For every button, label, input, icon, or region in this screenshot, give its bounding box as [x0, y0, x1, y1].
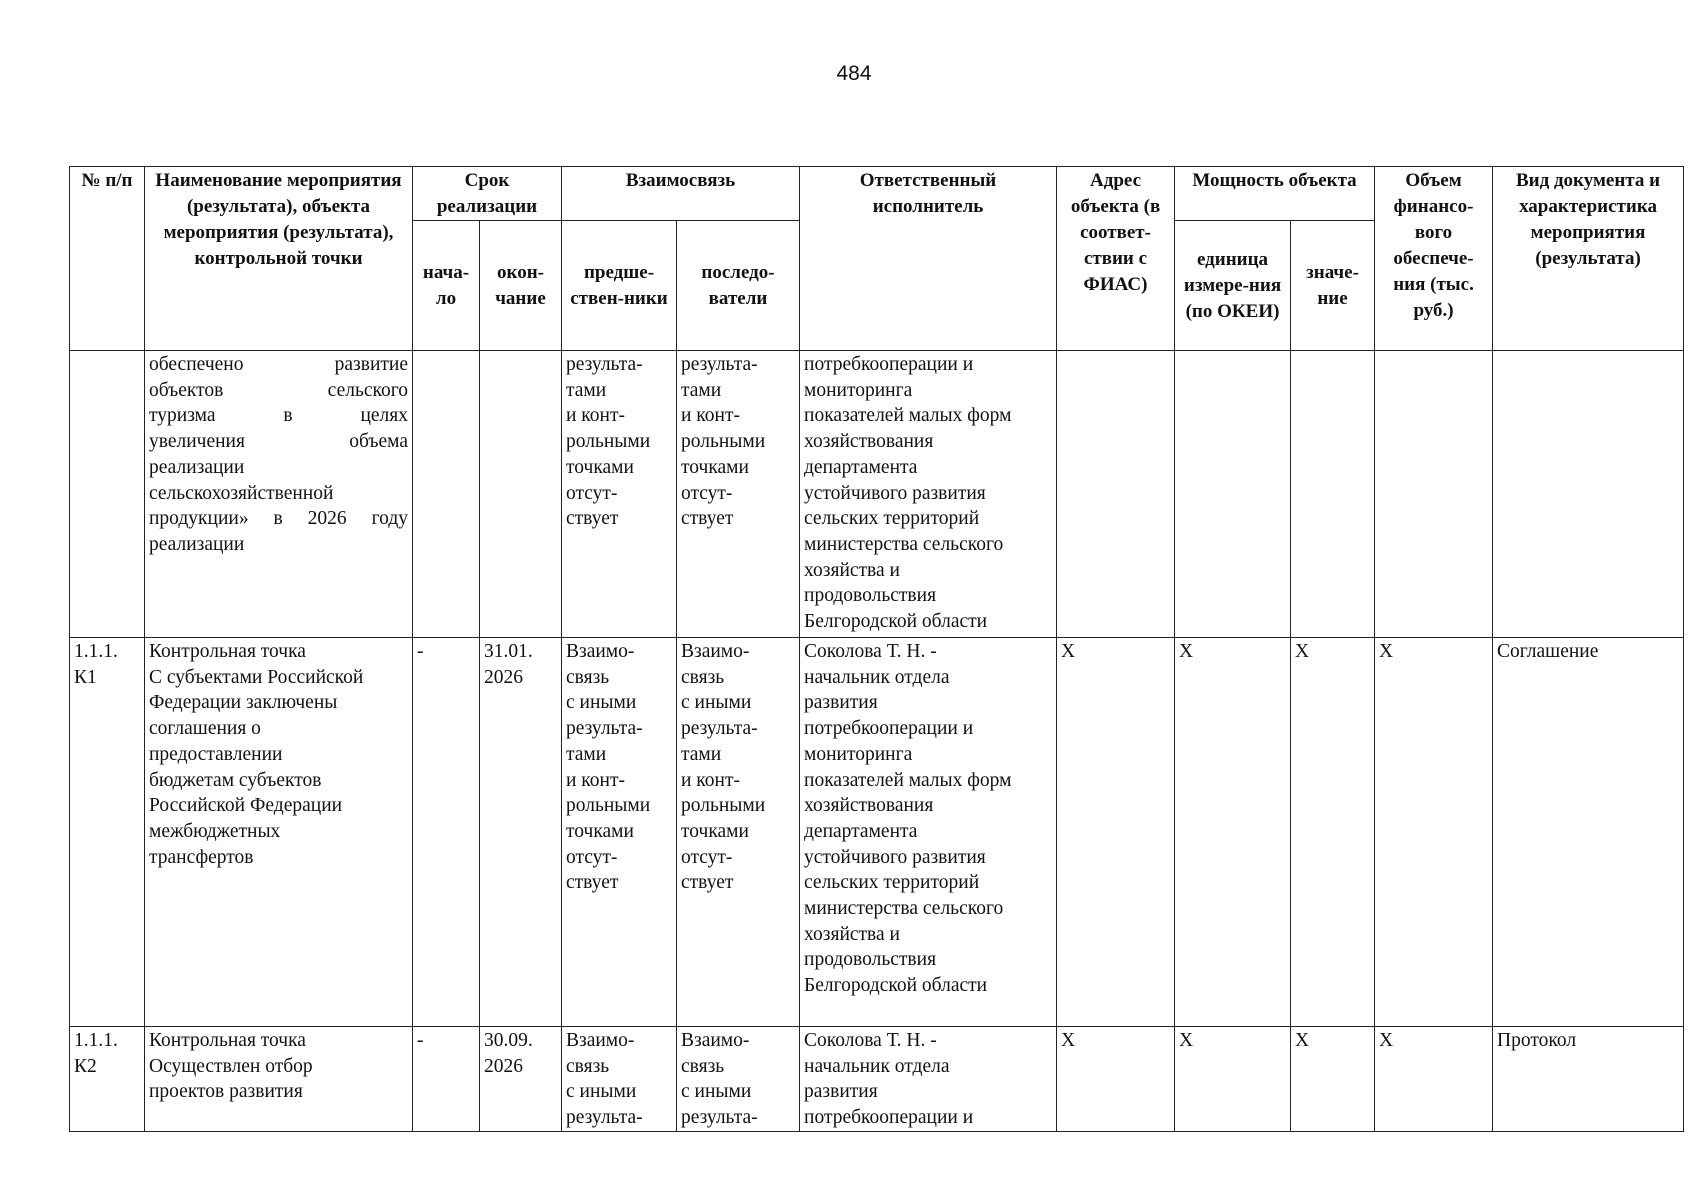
- header-doc-type: Вид документа и характеристика мероприятия (результата): [1493, 167, 1684, 351]
- cell-responsible: Соколова Т. Н. - начальник отдела развития потребкооперации и мониторинга показателей малых форм хозяйствования департамента устойчивого развития сельских территорий министерства сельского хозяйства и продовольствия Белгородской области: [800, 638, 1057, 1027]
- cell-prev: результа- тами и конт- рольными точками отсут- ствует: [562, 351, 677, 638]
- cell-finance: [1375, 351, 1493, 638]
- cell-finance: Х: [1375, 1027, 1493, 1132]
- cell-start: [413, 351, 480, 638]
- cell-name: Контрольная точка Осуществлен отбор проектов развития: [145, 1027, 413, 1132]
- table-header: [70, 167, 1684, 351]
- cell-prev: Взаимо- связь с иными результа- тами и конт- рольными точками отсут- ствует: [562, 638, 677, 1027]
- header-capacity-value: значе-ние: [1291, 221, 1375, 351]
- table-row: [70, 351, 1684, 638]
- table-row: [70, 638, 1684, 1027]
- cell-name: обеспечено развитие объектов сельского туризма в целях увеличения объема реализации сельскохозяйственной продукции» в 2026 году реализации: [145, 351, 413, 638]
- header-period-start: нача-ло: [413, 221, 480, 351]
- cell-start: -: [413, 638, 480, 1027]
- header-period: Срок реализации: [413, 167, 562, 221]
- header-period-end: окон-чание: [480, 221, 562, 351]
- page-number: 484: [836, 62, 872, 85]
- cell-next: Взаимо- связь с иными результа-: [677, 1027, 800, 1132]
- cell-num: [70, 351, 145, 638]
- cell-start: -: [413, 1027, 480, 1132]
- header-capacity-unit: единица измере-ния (по ОКЕИ): [1175, 221, 1291, 351]
- cell-num: 1.1.1. К2: [70, 1027, 145, 1132]
- cell-responsible: потребкооперации и мониторинга показателей малых форм хозяйствования департамента устойчивого развития сельских территорий министерства сельского хозяйства и продовольствия Белгородской области: [800, 351, 1057, 638]
- cell-doc: [1493, 351, 1684, 638]
- header-finance: Объем финансо-вого обеспече-ния (тыс. руб.): [1375, 167, 1493, 351]
- cell-value: [1291, 351, 1375, 638]
- header-address: Адрес объекта (в соответ-ствии с ФИАС): [1057, 167, 1175, 351]
- cell-address: Х: [1057, 1027, 1175, 1132]
- cell-end: 31.01. 2026: [480, 638, 562, 1027]
- plan-table: [69, 166, 1684, 1132]
- cell-unit: Х: [1175, 638, 1291, 1027]
- header-capacity: Мощность объекта: [1175, 167, 1375, 221]
- cell-next: результа- тами и конт- рольными точками отсут- ствует: [677, 351, 800, 638]
- cell-prev: Взаимо- связь с иными результа-: [562, 1027, 677, 1132]
- cell-name: Контрольная точка С субъектами Российской Федерации заключены соглашения о предоставлении бюджетам субъектов Российской Федерации межбюджетных трансфертов: [145, 638, 413, 1027]
- cell-num: 1.1.1. К1: [70, 638, 145, 1027]
- header-relation-next: последо-ватели: [677, 221, 800, 351]
- cell-value: Х: [1291, 638, 1375, 1027]
- cell-value: Х: [1291, 1027, 1375, 1132]
- cell-unit: [1175, 351, 1291, 638]
- cell-end: 30.09. 2026: [480, 1027, 562, 1132]
- header-name: Наименование мероприятия (результата), объекта мероприятия (результата), контрольной точки: [145, 167, 413, 351]
- header-relation-prev: предше-ствен-ники: [562, 221, 677, 351]
- cell-unit: Х: [1175, 1027, 1291, 1132]
- cell-doc: Протокол: [1493, 1027, 1684, 1132]
- cell-responsible: Соколова Т. Н. - начальник отдела развития потребкооперации и: [800, 1027, 1057, 1132]
- header-relation: Взаимосвязь: [562, 167, 800, 221]
- header-responsible: Ответственный исполнитель: [800, 167, 1057, 351]
- table-row: [70, 1027, 1684, 1132]
- cell-doc: Соглашение: [1493, 638, 1684, 1027]
- cell-address: Х: [1057, 638, 1175, 1027]
- header-num: № п/п: [70, 167, 145, 351]
- cell-finance: Х: [1375, 638, 1493, 1027]
- cell-next: Взаимо- связь с иными результа- тами и конт- рольными точками отсут- ствует: [677, 638, 800, 1027]
- cell-end: [480, 351, 562, 638]
- cell-address: [1057, 351, 1175, 638]
